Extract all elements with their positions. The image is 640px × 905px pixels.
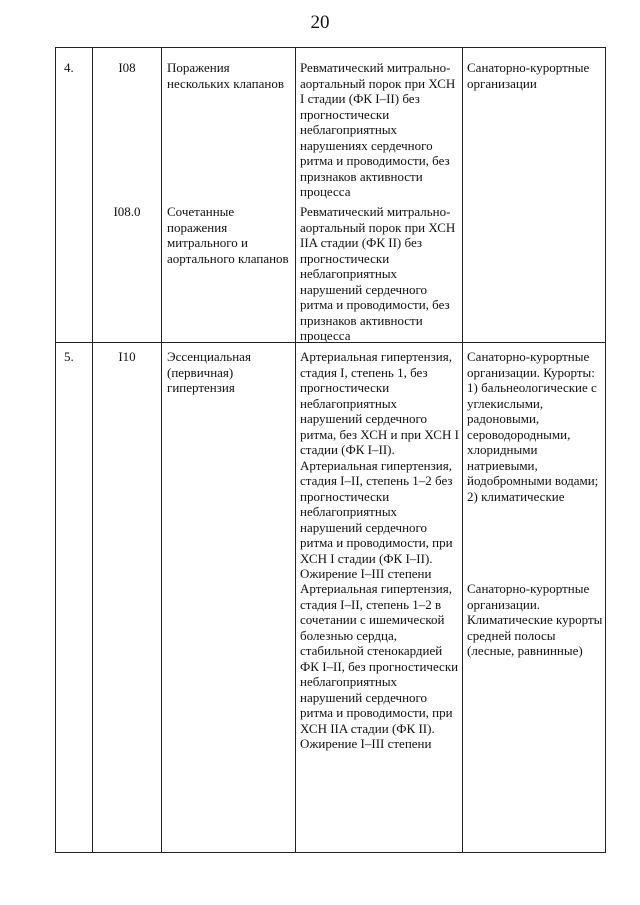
disease-name: Сочетанные поражения митрального и аортального клапанов: [167, 204, 289, 266]
disease-table: [55, 47, 606, 853]
row-number: 5.: [64, 349, 74, 364]
row-number: 4.: [64, 60, 74, 75]
treatment-text: Санаторно-курортные организации. Курорты: 1) бальнеологические с углекислыми, радоновыми, сероводородными, хлоридными натриевыми, йодобромными водами; 2) климатические: [467, 349, 599, 504]
condition-text: Ревматический митрально-аортальный порок при ХСН I стадии (ФК I–II) без прогностически неблагоприятных нарушениях сердечного ритма и проводимости, без признаков активности процесса: [300, 60, 456, 199]
icd-code: I08.0: [113, 204, 141, 219]
page-number: 20: [310, 12, 330, 33]
condition-text: Артериальная гипертензия, стадия I, степень 1, без прогностически неблагоприятных нарушений сердечного ритма, без ХСН и при ХСН I стадии (ФК I–II). Артериальная гипертензия, стадия I–II, степень 1–2 без прогностически неблагоприятных нарушений сердечного ритма и проводимости, при ХСН I стадии (ФК I–II). Ожирение I–III степени: [300, 349, 459, 581]
disease-name: Поражения нескольких клапанов: [167, 60, 284, 91]
treatment-text: Санаторно-курортные организации: [467, 60, 590, 91]
icd-code: I08: [118, 60, 136, 75]
column-divider: [462, 48, 463, 852]
disease-name: Эссенциальная (первичная) гипертензия: [167, 349, 251, 395]
column-divider: [295, 48, 296, 852]
condition-text: Артериальная гипертензия, стадия I–II, степень 1–2 в сочетании с ишемической болезнью сердца, стабильной стенокардией ФК I–II, без прогностически неблагоприятных нарушений сердечного ритма и проводимости, при ХСН IIA стадии (ФК II). Ожирение I–III степени: [300, 581, 459, 751]
column-divider: [161, 48, 162, 852]
column-divider: [92, 48, 93, 852]
condition-text: Ревматический митрально-аортальный порок при ХСН IIA стадии (ФК II) без прогностически неблагоприятных нарушений сердечного ритма и проводимости, без признаков активности процесса: [300, 204, 456, 343]
icd-code: I10: [118, 349, 136, 364]
treatment-text: Санаторно-курортные организации. Климатические курорты средней полосы (лесные, равнинные): [467, 581, 603, 658]
